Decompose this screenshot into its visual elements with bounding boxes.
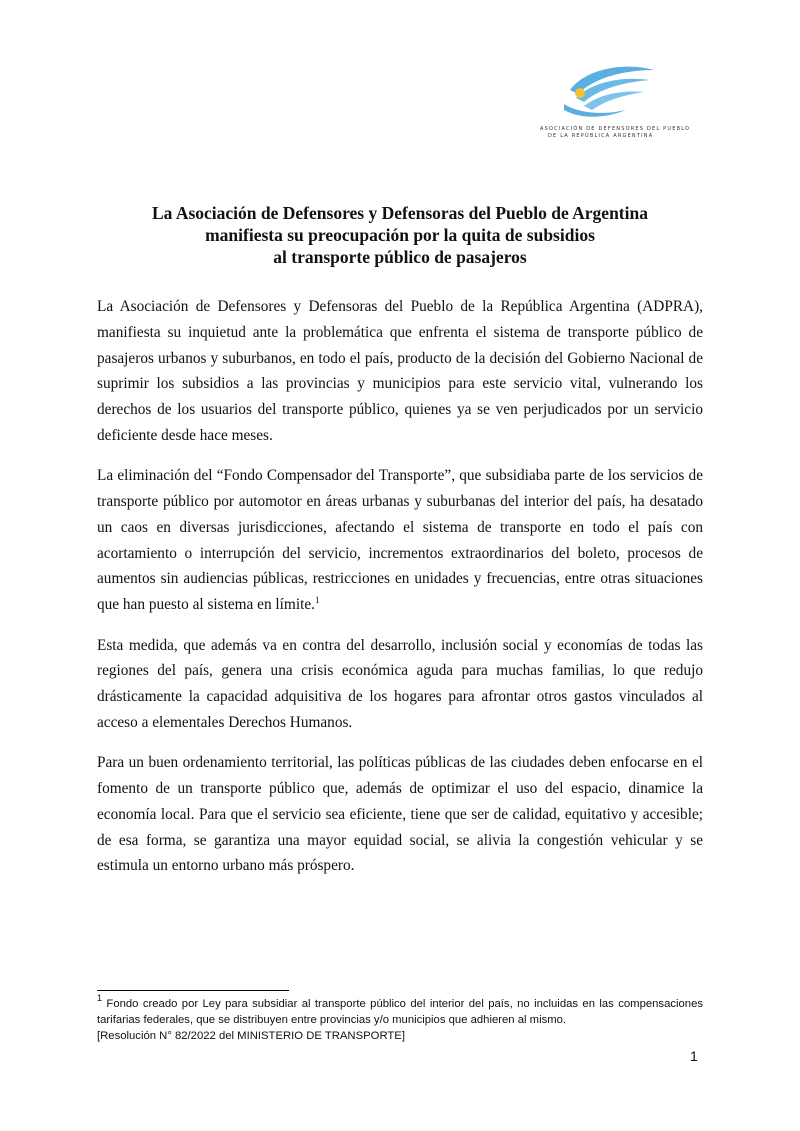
page-number: 1 (690, 1048, 698, 1064)
title-line-3: al transporte público de pasajeros (273, 247, 527, 267)
footnote-marker: 1 (97, 993, 103, 1003)
paragraph-3: Esta medida, que además va en contra del desarrollo, inclusión social y economías de todas las regiones del país, genera una crisis económica aguda para muchas familias, lo que redujo drásticamente la capacidad adquisitiva de los hogares para afrontar otros gastos vinculados al acceso a elementales Derechos Humanos. (97, 636, 703, 731)
logo-text-line1: ASOCIACIÓN DE DEFENSORES DEL PUEBLO (540, 126, 691, 132)
footnote (97, 993, 704, 1044)
title-line-2: manifiesta su preocupación por la quita de subsidios (205, 225, 595, 245)
adpra-logo (540, 60, 691, 145)
logo-emblem-icon (556, 60, 656, 122)
footnote-separator (97, 990, 289, 991)
document-title (100, 202, 700, 268)
paragraph-1: La Asociación de Defensores y Defensoras del Pueblo de la República Argentina (ADPRA), manifiesta su inquietud ante la problemática que enfrenta el sistema de transporte público de pasajeros urbanos y suburbanos, en todo el país, producto de la decisión del Gobierno Nacional de suprimir los subsidios a las provincias y municipios para este servicio vital, vulnerando los derechos de los usuarios del transporte público, quienes ya se ven perjudicados por un servicio deficiente desde hace meses. (97, 298, 703, 444)
footnote-source: [Resolución N° 82/2022 del MINISTERIO DE TRANSPORTE] (97, 1030, 405, 1042)
footnote-body (97, 993, 704, 1028)
logo-text-line2: DE LA REPÚBLICA ARGENTINA (548, 133, 654, 139)
title-line-1: La Asociación de Defensores y Defensoras del Pueblo de Argentina (152, 203, 648, 223)
footnote-text: Fondo creado por Ley para subsidiar al transporte público del interior del país, no incluidas en las compensaciones tarifarias federales, que se distribuyen entre provincias y/o municipios que adhieren al mismo. (97, 998, 704, 1026)
document-body (97, 294, 703, 894)
paragraph-4: Para un buen ordenamiento territorial, las políticas públicas de las ciudades deben enfocarse en el fomento de un transporte público que, además de optimizar el uso del espacio, dinamice la economía local. Para que el servicio sea eficiente, tiene que ser de calidad, equitativo y accesible; de esa forma, se garantiza una mayor equidad social, se alivia la congestión vehicular y se estimula un entorno urbano más próspero. (97, 754, 703, 875)
paragraph-2-text: La eliminación del “Fondo Compensador del Transporte”, que subsidiaba parte de los servicios de transporte público por automotor en áreas urbanas y suburbanas del interior del país, ha desatado un caos en diversas jurisdicciones, afectando el sistema de transporte en todo el país con acortamiento o interrupción del servicio, incrementos extraordinarios del boleto, procesos de aumentos sin audiencias públicas, restricciones en unidades y frecuencias, entre otras situaciones que han puesto al sistema en límite. (97, 467, 703, 614)
footnote-reference[interactable]: 1 (314, 595, 320, 606)
paragraph-2 (97, 463, 703, 618)
